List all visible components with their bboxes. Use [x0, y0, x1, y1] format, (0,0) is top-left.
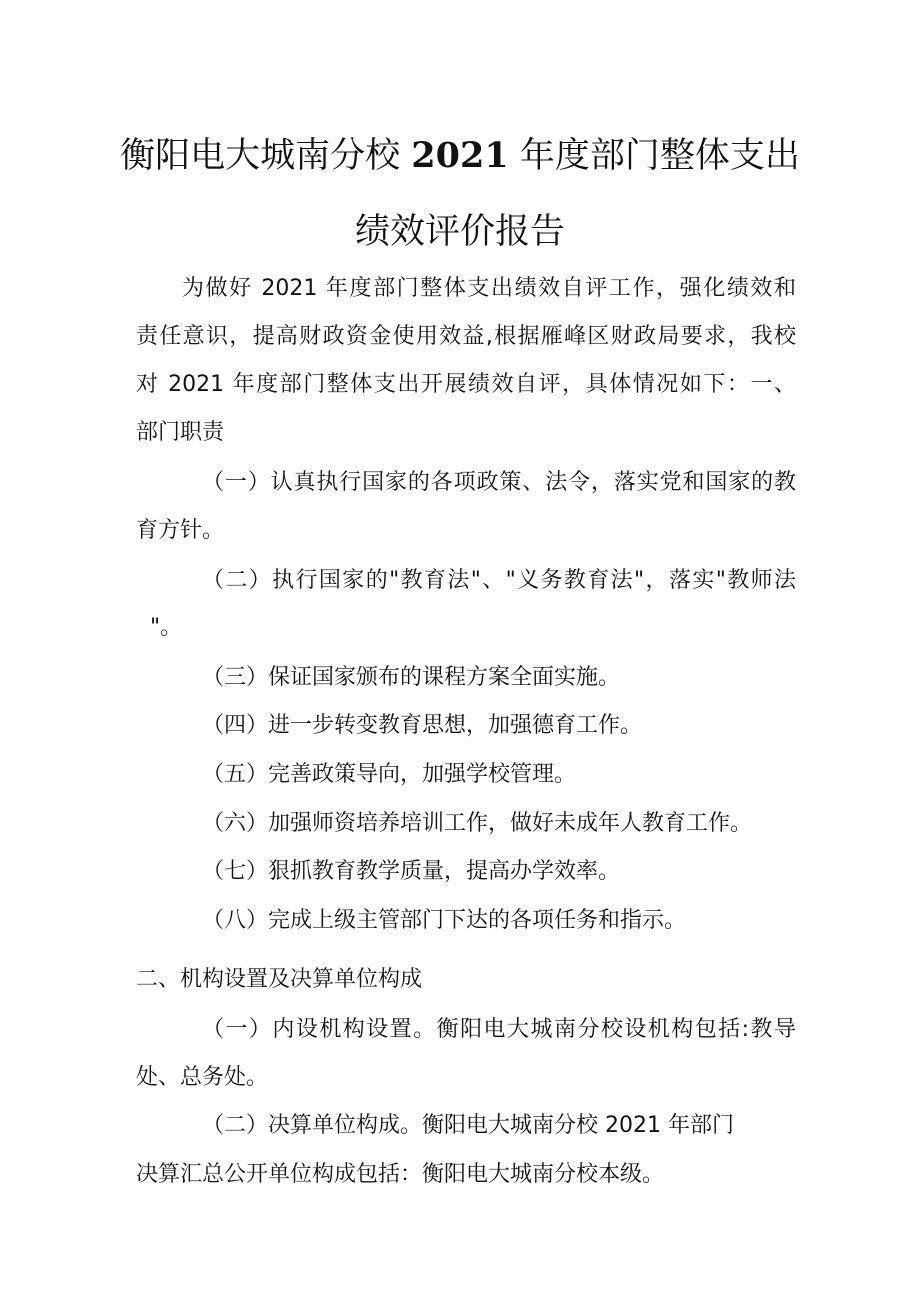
org-item-2-line-1: （二）决算单位构成。衡阳电大城南分校 2021 年部门: [202, 1113, 734, 1138]
duty-item-3: （三）保证国家颁布的课程方案全面实施。: [202, 665, 621, 690]
report-title-line-1: [0, 134, 920, 178]
duty-item-7: （七）狠抓教育教学质量，提高办学效率。: [202, 859, 621, 884]
duty-item-6: （六）加强师资培养培训工作，做好未成年人教育工作。: [202, 811, 753, 836]
org-item-1-line-2: 处、总务处。: [136, 1065, 269, 1090]
duty-item-2-line-2: "。: [150, 615, 183, 640]
intro-line-3: 对 2021 年度部门整体支出开展绩效自评，具体情况如下：一、: [136, 372, 796, 397]
intro-line-2: 责任意识，提高财政资金使用效益,根据雁峰区财政局要求，我校: [136, 324, 796, 349]
org-item-2-line-2: 决算汇总公开单位构成包括：衡阳电大城南分校本级。: [136, 1162, 665, 1187]
duty-item-2-line-1: （二）执行国家的"教育法"、"义务教育法"，落实"教师法: [202, 568, 796, 593]
intro-line-1: 为做好 2021 年度部门整体支出绩效自评工作，强化绩效和: [182, 276, 796, 301]
title-year-text: 2021: [411, 135, 509, 176]
title-org-text: 衡阳电大城南分校: [120, 136, 401, 176]
report-title-line-2: 绩效评价报告: [354, 212, 565, 252]
section-2-heading: 二、机构设置及决算单位构成: [136, 967, 423, 992]
duty-item-8: （八）完成上级主管部门下达的各项任务和指示。: [202, 908, 687, 933]
title-subject-text: 年度部门整体支出: [519, 136, 800, 176]
org-item-1-line-1: （一）内设机构设置。衡阳电大城南分校设机构包括:教导: [202, 1017, 796, 1042]
intro-line-4: 部门职责: [136, 420, 225, 445]
duty-item-4: （四）进一步转变教育思想，加强德育工作。: [202, 713, 643, 738]
duty-item-1-line-2: 育方针。: [136, 518, 225, 543]
duty-item-1-line-1: （一）认真执行国家的各项政策、法令，落实党和国家的教: [202, 470, 796, 495]
duty-item-5: （五）完善政策导向，加强学校管理。: [202, 762, 577, 787]
